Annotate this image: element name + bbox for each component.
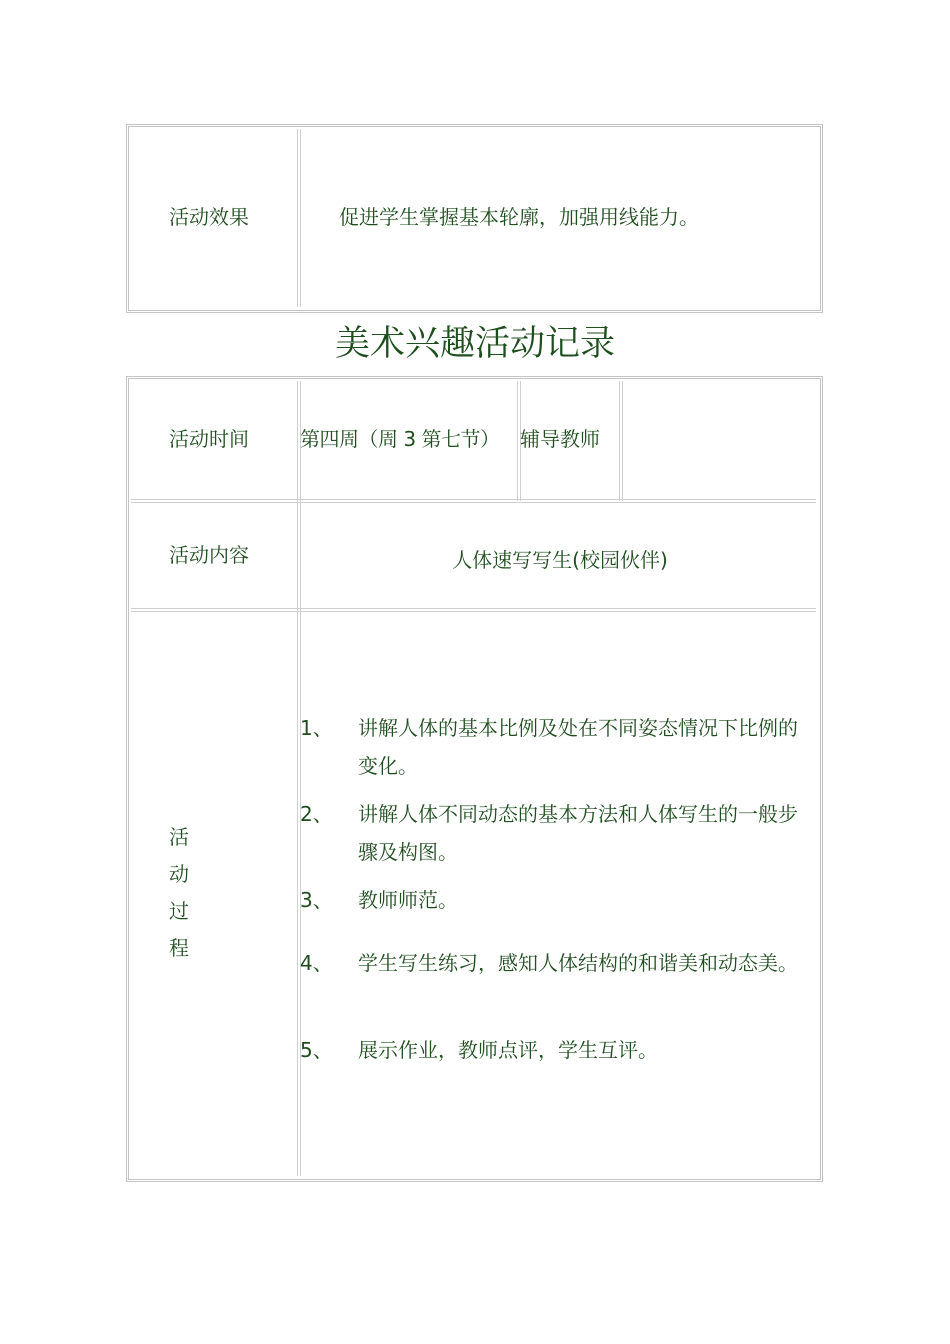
teacher-label: 辅导教师 bbox=[520, 427, 600, 451]
process-label bbox=[169, 819, 193, 967]
effect-label: 活动效果 bbox=[169, 205, 249, 229]
page-title: 美术兴趣活动记录 bbox=[334, 324, 615, 364]
time-label: 活动时间 bbox=[169, 427, 249, 451]
time-value: 第四周（周 3 第七节） bbox=[300, 427, 500, 451]
record-table bbox=[126, 376, 823, 1182]
effect-table bbox=[126, 124, 823, 313]
step-text: 展示作业，教师点评，学生互评。 bbox=[358, 1038, 658, 1062]
list-item bbox=[300, 944, 810, 1024]
process-label-char: 活 bbox=[169, 825, 189, 849]
effect-value: 促进学生掌握基本轮廓，加强用线能力。 bbox=[339, 205, 699, 229]
step-text: 讲解人体不同动态的基本方法和人体写生的一般步骤及构图。 bbox=[358, 802, 798, 864]
column-divider bbox=[297, 129, 301, 307]
row-divider bbox=[131, 499, 816, 503]
step-number: 4、 bbox=[300, 951, 333, 975]
process-label-char: 过 bbox=[169, 899, 189, 923]
step-number: 5、 bbox=[300, 1038, 333, 1062]
process-steps bbox=[300, 709, 810, 1109]
step-number: 3、 bbox=[300, 888, 333, 912]
step-number: 2、 bbox=[300, 802, 333, 826]
content-value: 人体速写写生(校园伙伴) bbox=[452, 548, 668, 572]
step-text: 学生写生练习，感知人体结构的和谐美和动态美。 bbox=[358, 951, 798, 975]
column-divider bbox=[619, 381, 623, 501]
list-item bbox=[300, 881, 810, 921]
step-text: 教师师范。 bbox=[358, 888, 458, 912]
list-item bbox=[300, 709, 810, 789]
list-item bbox=[300, 1031, 810, 1071]
step-number: 1、 bbox=[300, 716, 333, 740]
process-label-char: 动 bbox=[169, 862, 189, 886]
row-divider bbox=[131, 608, 816, 612]
list-item bbox=[300, 795, 810, 875]
content-label: 活动内容 bbox=[169, 543, 249, 567]
process-label-char: 程 bbox=[169, 936, 189, 960]
step-text: 讲解人体的基本比例及处在不同姿态情况下比例的变化。 bbox=[358, 716, 798, 778]
